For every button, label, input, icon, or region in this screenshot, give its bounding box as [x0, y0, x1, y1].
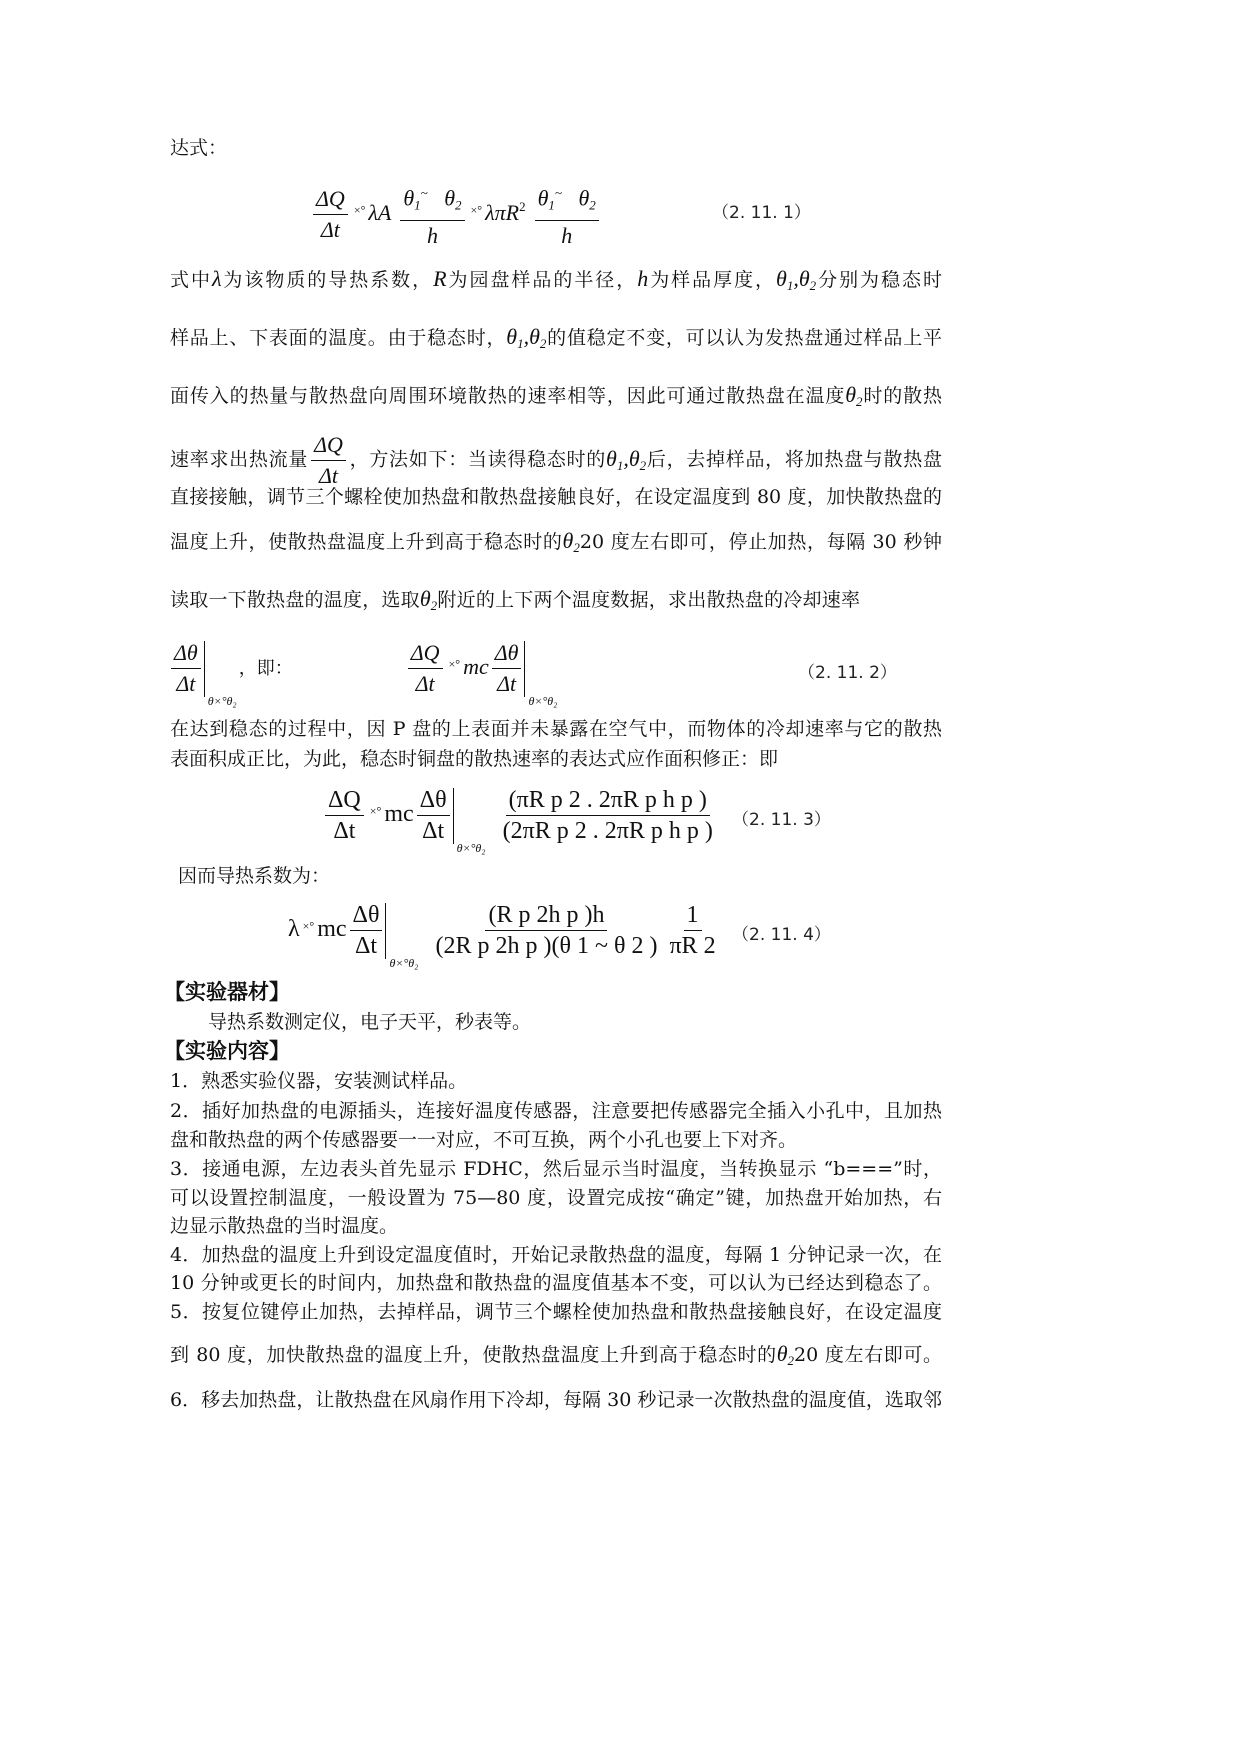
- intro-text: 达式：: [170, 137, 228, 159]
- step-line: 4．加热盘的温度上升到设定温度值时，开始记录散热盘的温度，每隔 1 分钟记录一次，在: [170, 1244, 942, 1266]
- step-line: 6．移去加热盘，让散热盘在风扇作用下冷却，每隔 30 秒记录一次散热盘的温度值，选取邻: [170, 1389, 942, 1411]
- equation-number: （2. 11. 1）: [712, 203, 811, 223]
- equation-2-11-1: $\frac{\Delta Q}{\Delta t}$ ×° λA $\frac{\theta_1^\sim \theta_2}{h}$ ×° λπR$^2$ $\frac{\theta_1^\sim \theta_2}{h}$: [310, 178, 602, 251]
- step-line: 盘和散热盘的两个传感器要一一对应，不可互换，两个小孔也要上下对齐。: [170, 1129, 798, 1151]
- equation-number: （2. 11. 2）: [798, 663, 897, 683]
- step-line: 5．按复位键停止加热，去掉样品，调节三个螺栓使加热盘和散热盘接触良好，在设定温度: [170, 1301, 942, 1323]
- equation-2-11-2: $\frac{\Delta\theta}{\Delta t}$ θ×°θ₂ ，即： $\frac{\Delta Q}{\Delta t}$ ×° mc $\frac{\Delta\theta}{\Delta t}$ θ×°θ₂: [168, 638, 525, 699]
- paragraph-line: 表面积成正比，为此，稳态时铜盘的散热速率的表达式应作面积修正：即: [170, 748, 779, 770]
- equation-number: （2. 11. 3）: [732, 810, 831, 830]
- paragraph-line: 因而导热系数为：: [178, 865, 331, 887]
- equation-2-11-3: $\frac{\Delta Q}{\Delta t}$ ×° mc $\frac{\Delta\theta}{\Delta t}$ θ×°θ₂ $\frac{\text{(πR p 2 . 2πR p h p )}}{\text{(2πR p 2 . 2πR p h p )}}$: [322, 785, 719, 846]
- paragraph-line: 式中λ为该物质的导热系数，R为园盘样品的半径，h为样品厚度，$\theta_1,\theta_2$分别为稳态时: [170, 266, 942, 293]
- section-heading-content: 【实验内容】: [164, 1039, 290, 1063]
- step-line: 3．接通电源，左边表头首先显示 FDHC，然后显示当时温度，当转换显示 “b===”时，: [170, 1158, 942, 1180]
- step-line: 到 80 度，加快散热盘的温度上升，使散热盘温度上升到高于稳态时的$\theta_220$ 度左右即可。: [170, 1341, 942, 1368]
- paragraph-line: 温度上升，使散热盘温度上升到高于稳态时的$\theta_220$ 度左右即可，停止加热，每隔 30 秒钟: [170, 528, 942, 555]
- paragraph-line: 速率求出热流量 $\frac{\Delta Q}{\Delta t}$ ，方法如下：当读得稳态时的$\theta_1,\theta_2$后，去掉样品，将加热盘与散热盘: [170, 432, 942, 488]
- paragraph-line: 直接接触，调节三个螺栓使加热盘和散热盘接触良好，在设定温度到 80 度，加快散热盘的: [170, 486, 942, 508]
- step-line: 可以设置控制温度，一般设置为 75—80 度，设置完成按“确定”键，加热盘开始加热，右: [170, 1187, 942, 1209]
- paragraph-line: 在达到稳态的过程中，因 P 盘的上表面并未暴露在空气中，而物体的冷却速率与它的散热: [170, 718, 942, 740]
- equipment-text: 导热系数测定仪，电子天平，秒表等。: [208, 1011, 532, 1033]
- step-line: 2．插好加热盘的电源插头，连接好温度传感器，注意要把传感器完全插入小孔中，且加热: [170, 1100, 942, 1122]
- paragraph-line: 样品上、下表面的温度。由于稳态时，$\theta_1,\theta_2$的值稳定不变，可以认为发热盘通过样品上平: [170, 324, 942, 351]
- step-line: 边显示散热盘的当时温度。: [170, 1215, 399, 1237]
- step-line: 1．熟悉实验仪器，安装测试样品。: [170, 1070, 468, 1092]
- paragraph-line: 读取一下散热盘的温度，选取$\theta_2$附近的上下两个温度数据，求出散热盘的冷却速率: [170, 586, 860, 613]
- equation-2-11-4: λ ×° mc $\frac{\Delta\theta}{\Delta t}$ θ×°θ₂ $\frac{\text{(R p 2h p )h}}{\text{(2R p 2h p )(θ 1 \textasciitilde{} θ 2 )}}$ $\frac{1}{\pi R 2}$: [288, 902, 716, 970]
- step-line: 10 分钟或更长的时间内，加热盘和散热盘的温度值基本不变，可以认为已经达到稳态了。: [170, 1272, 942, 1294]
- section-heading-equipment: 【实验器材】: [164, 980, 290, 1004]
- paragraph-line: 面传入的热量与散热盘向周围环境散热的速率相等，因此可通过散热盘在温度$\theta_2$时的散热: [170, 382, 942, 409]
- equation-number: （2. 11. 4）: [732, 925, 831, 945]
